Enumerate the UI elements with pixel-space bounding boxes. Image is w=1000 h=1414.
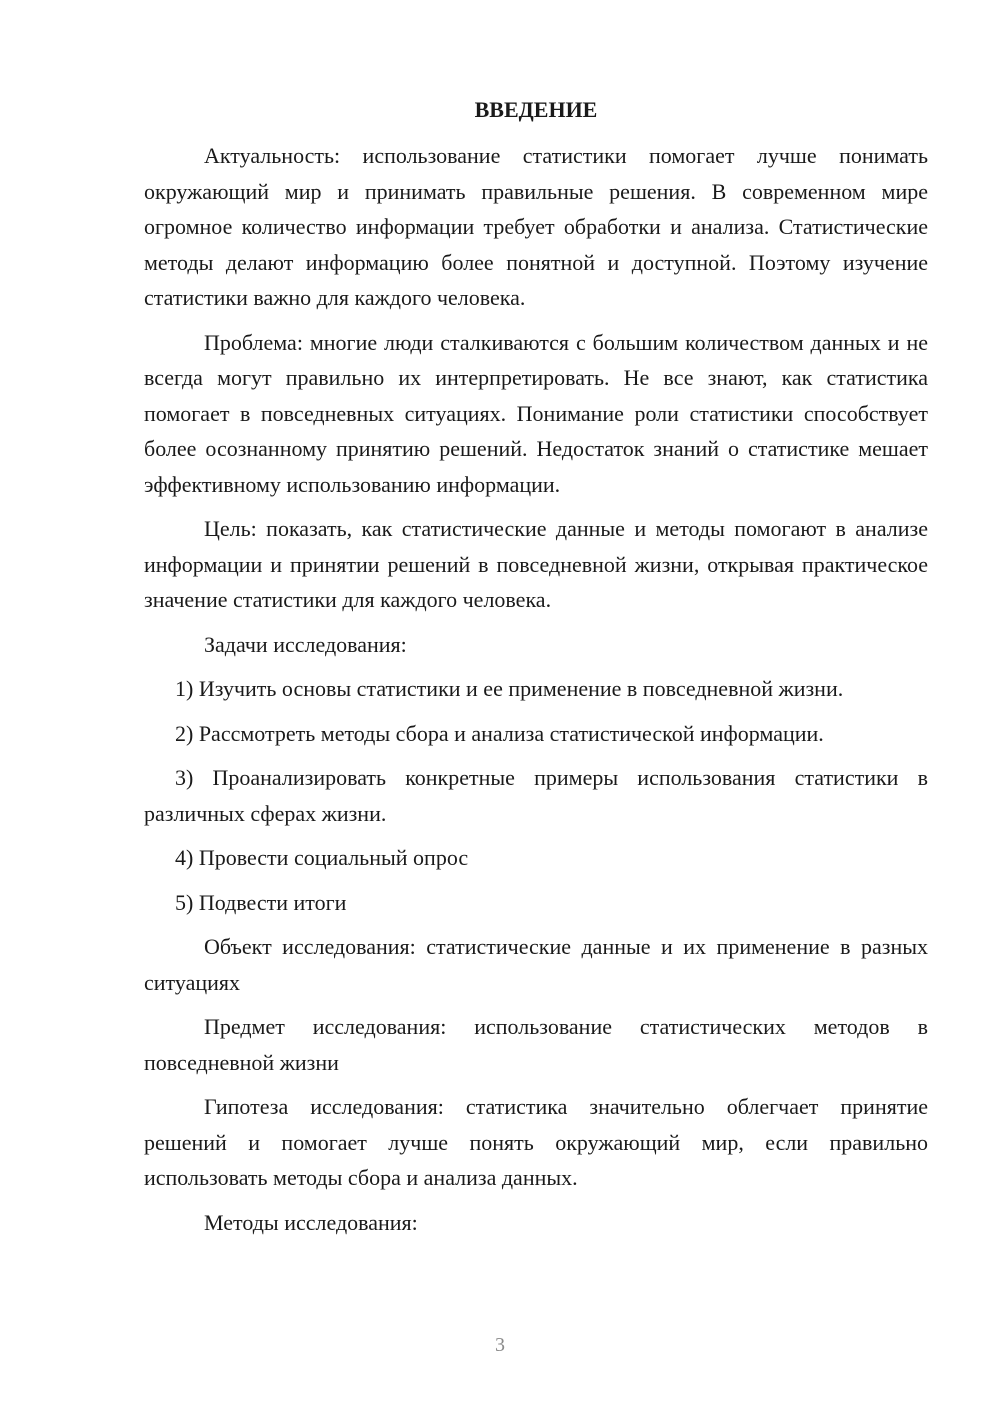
page-number: 3 xyxy=(495,1334,505,1356)
task-item-4: 4) Провести социальный опрос xyxy=(175,845,469,870)
task-item-3: 3) Проанализировать конкретные примеры использования статистики в различных сферах жизни. xyxy=(144,765,928,826)
task-item-5: 5) Подвести итоги xyxy=(175,889,347,915)
task-item-1: 1) Изучить основы статистики и ее применение в повседневной жизни. xyxy=(175,676,844,701)
paragraph-tasks-title: Задачи исследования: xyxy=(204,631,407,657)
paragraph-problem: Проблема: многие люди сталкиваются с большим количеством данных и не всегда могут правильно их интерпретировать. Не все знают, как статистика помогает в повседневных ситуациях. Понимание роли статистики способствует более осознанному принятию решений. Недостаток знаний о статистике мешает эффективному использованию информации. xyxy=(144,329,928,497)
paragraph-goal: Цель: показать, как статистические данные и методы помогают в анализе информации и принятии решений в повседневной жизни, открывая практическое значение статистики для каждого человека. xyxy=(144,516,928,612)
paragraph-methods-title: Методы исследования: xyxy=(204,1209,418,1235)
section-heading: ВВЕДЕНИЕ xyxy=(474,97,598,122)
paragraph-subject: Предмет исследования: использование статистических методов в повседневной жизни xyxy=(144,1014,928,1075)
paragraph-hypothesis: Гипотеза исследования: статистика значительно облегчает принятие решений и помогает лучше понять окружающий мир, если правильно использовать методы сбора и анализа данных. xyxy=(144,1094,928,1190)
task-item-2: 2) Рассмотреть методы сбора и анализа статистической информации. xyxy=(175,720,824,746)
paragraph-object: Объект исследования: статистические данные и их применение в разных ситуациях xyxy=(144,934,928,995)
document-page xyxy=(144,94,928,1249)
paragraph-relevance: Актуальность: использование статистики помогает лучше понимать окружающий мир и принимать правильные решения. В современном мире огромное количество информации требует обработки и анализа. Статистические методы делают информацию более понятной и доступной. Поэтому изучение статистики важно для каждого человека. xyxy=(144,143,928,310)
